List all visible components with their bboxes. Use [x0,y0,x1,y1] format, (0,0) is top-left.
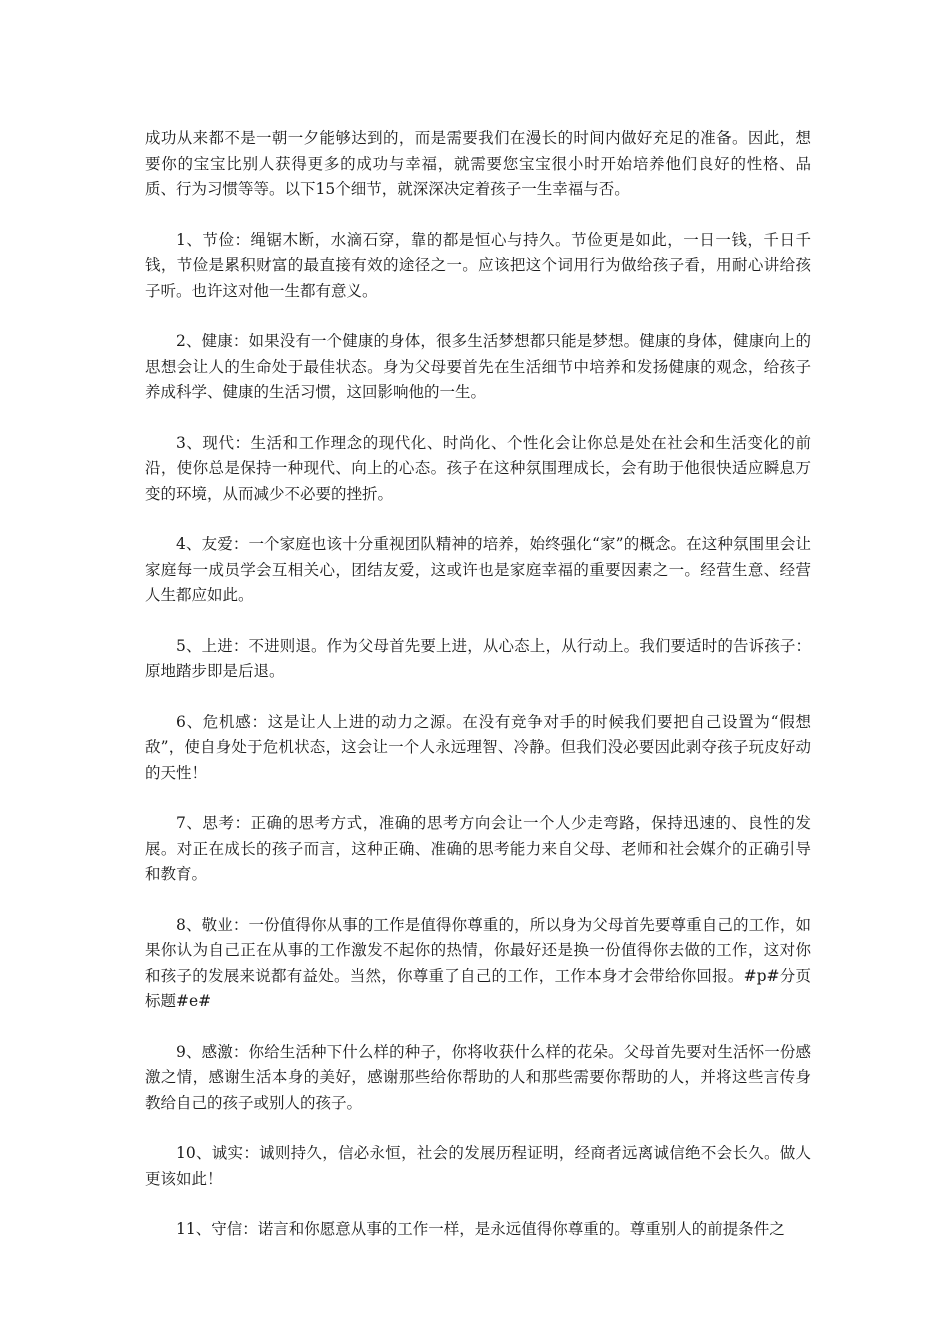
paragraph-honesty: 10、诚实：诚则持久，信必永恒，社会的发展历程证明，经商者远离诚信绝不会长久。做人更该如此！ [145,1144,811,1188]
paragraph-dedication: 8、敬业：一份值得你从事的工作是值得你尊重的，所以身为父母首先要尊重自己的工作，如果你认为自己正在从事的工作激发不起你的热情，你最好还是换一份值得你去做的工作，这对你和孩子的发展来说都有益处。当然，你尊重了自己的工作，工作本身才会带给你回报。#p#分页标题#e# [145,915,811,1010]
paragraph-friendship: 4、友爱：一个家庭也该十分重视团队精神的培养，始终强化“家”的概念。在这种氛围里会让家庭每一成员学会互相关心，团结友爱，这或许也是家庭幸福的重要因素之一。经营生意、经营人生都应如此。 [145,535,811,604]
paragraph-thinking: 7、思考：正确的思考方式，准确的思考方向会让一个人少走弯路，保持迅速的、良性的发展。对正在成长的孩子而言，这种正确、准确的思考能力来自父母、老师和社会媒介的正确引导和教育。 [145,814,811,883]
paragraph-health: 2、健康：如果没有一个健康的身体，很多生活梦想都只能是梦想。健康的身体，健康向上的思想会让人的生命处于最佳状态。身为父母要首先在生活细节中培养和发扬健康的观念，给孩子养成科学、健康的生活习惯，这回影响他的一生。 [145,332,811,401]
paragraph-crisis: 6、危机感：这是让人上进的动力之源。在没有竞争对手的时候我们要把自己设置为“假想敌”，使自身处于危机状态，这会让一个人永远理智、冷静。但我们没必要因此剥夺孩子玩皮好动的天性！ [145,712,811,782]
intro-paragraph: 成功从来都不是一朝一夕能够达到的，而是需要我们在漫长的时间内做好充足的准备。因此，想要你的宝宝比别人获得更多的成功与幸福，就需要您宝宝很小时开始培养他们良好的性格、品质、行为习惯等等。以下15个细节，就深深决定着孩子一生幸福与否。 [145,129,811,198]
paragraph-progress: 5、上进：不进则退。作为父母首先要上进，从心态上，从行动上。我们要适时的告诉孩子：原地踏步即是后退。 [145,636,811,680]
paragraph-thrift: 1、节俭：绳锯木断，水滴石穿，靠的都是恒心与持久。节俭更是如此，一日一钱，千日千钱，节俭是累积财富的最直接有效的途径之一。应该把这个词用行为做给孩子看，用耐心讲给孩子听。也许这对他一生都有意义。 [145,230,811,300]
paragraph-gratitude: 9、感激：你给生活种下什么样的种子，你将收获什么样的花朵。父母首先要对生活怀一份感激之情，感谢生活本身的美好，感谢那些给你帮助的人和那些需要你帮助的人，并将这些言传身教给自己的孩子或别人的孩子。 [145,1042,811,1112]
paragraph-trust: 11、守信：诺言和你愿意从事的工作一样，是永远值得你尊重的。尊重别人的前提条件之 [176,1220,785,1238]
document-body [145,126,811,1268]
paragraph-modern: 3、现代：生活和工作理念的现代化、时尚化、个性化会让你总是处在社会和生活变化的前沿，使你总是保持一种现代、向上的心态。孩子在这种氛围理成长，会有助于他很快适应瞬息万变的环境，从而减少不必要的挫折。 [145,433,811,503]
